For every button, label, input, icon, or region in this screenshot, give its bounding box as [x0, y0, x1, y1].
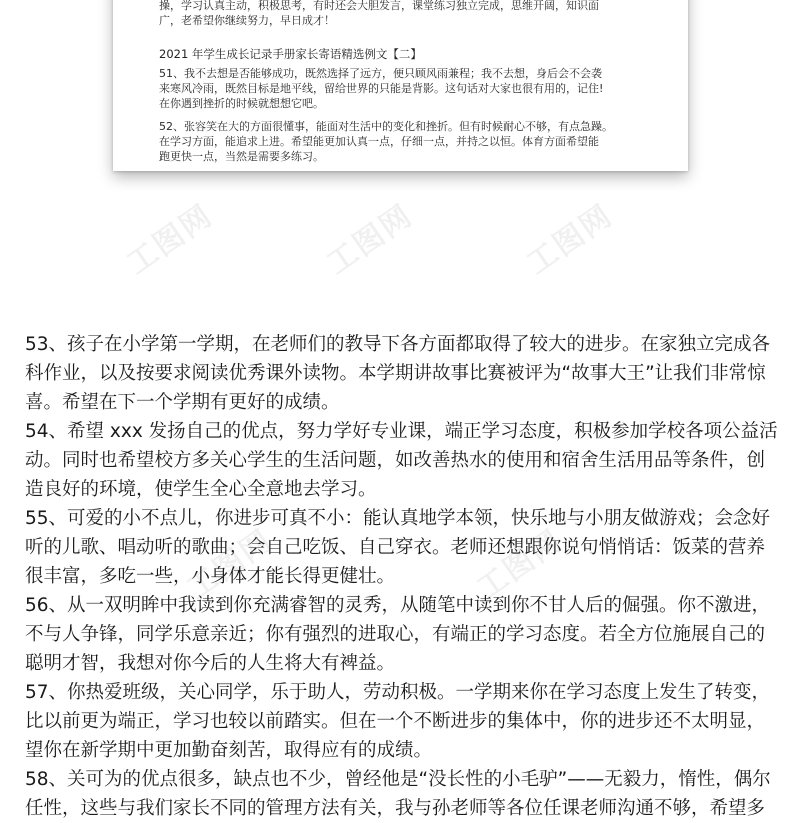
doc-entry-line: 52、张容笑在大的方面很懂事，能面对生活中的变化和挫折。但有时候耐心不够，有点急躁。 [159, 120, 613, 133]
text-line: 58、关可为的优点很多，缺点也不少，曾经他是“没长性的小毛驴”——无毅力，惰性，偶尔 [25, 769, 771, 790]
text-line: 动。同时也希望校方多关心学生的生活问题，如改善热水的使用和宿舍生活用品等条件，创 [25, 450, 766, 471]
text-line: 57、你热爱班级，关心同学，乐于助人，劳动积极。一学期来你在学习态度上发生了转变， [25, 682, 771, 703]
doc-heading: 2021 年学生成长记录手册家长寄语精选例文【二】 [159, 47, 422, 61]
text-line: 不与人争锋，同学乐意亲近；你有强烈的进取心，有端正的学习态度。若全方位施展自己的 [25, 624, 766, 645]
doc-entry-line: 51、我不去想是否能够成功，既然选择了远方，便只顾风雨兼程；我不去想，身后会不会袭 [159, 67, 602, 80]
doc-entry-line: 来寒风冷雨，既然目标是地平线，留给世界的只能是背影。这句话对大家也很有用的，记住! [159, 82, 604, 95]
doc-intro-line: 广，老希望你继续努力，早日成才！ [159, 14, 335, 27]
watermark: 工图网 [320, 198, 420, 282]
text-line: 53、孩子在小学第一学期，在老师们的教导下各方面都取得了较大的进步。在家独立完成各 [25, 334, 771, 355]
doc-entry-line: 在学习方面，能追求上进。希望能更加认真一点，仔细一点，并持之以恒。体育方面希望能 [159, 135, 599, 148]
text-line: 造良好的环境，使学生全心全意地去学习。 [25, 479, 377, 500]
text-line: 听的儿歌、唱动听的歌曲；会自己吃饭、自己穿衣。老师还想跟你说句悄悄话：饭菜的营养 [25, 537, 766, 558]
document-preview-card [113, 0, 688, 171]
text-line: 55、可爱的小不点儿，你进步可真不小：能认真地学本领，快乐地与小朋友做游戏；会念好 [25, 508, 771, 529]
watermark: 工图网 [120, 198, 220, 282]
text-line: 任性，这些与我们家长不同的管理方法有关，我与孙老师等各位任课老师沟通不够，希望多 [25, 798, 766, 819]
text-line: 喜。希望在下一个学期有更好的成绩。 [25, 392, 340, 413]
text-line: 聪明才智，我想对你今后的人生将大有裨益。 [25, 653, 396, 674]
text-line: 望你在新学期中更加勤奋刻苦，取得应有的成绩。 [25, 740, 433, 761]
doc-entry-line: 跑更快一点，当然是需要多练习。 [159, 150, 324, 163]
text-line: 56、从一双明眸中我读到你充满睿智的灵秀，从随笔中读到你不甘人后的倔强。你不激进， [25, 595, 771, 616]
watermark: 工图网 [520, 198, 620, 282]
text-line: 54、希望 xxx 发扬自己的优点，努力学好专业课，端正学习态度，积极参加学校各项公益活 [25, 421, 778, 442]
text-line: 比以前更为端正，学习也较以前踏实。但在一个不断进步的集体中，你的进步还不太明显， [25, 711, 766, 732]
text-line: 科作业，以及按要求阅读优秀课外读物。本学期讲故事比赛被评为“故事大王”让我们非常惊 [25, 363, 766, 384]
text-line: 很丰富，多吃一些，小身体才能长得更健壮。 [25, 566, 396, 587]
watermark: 工图网 [180, 523, 280, 607]
doc-entry-line: 在你遇到挫折的时候就想想它吧。 [159, 97, 324, 110]
watermark: 工图网 [470, 523, 570, 607]
doc-intro-line: 操，学习认真主动，积极思考，有时还会大胆发言，课堂练习独立完成，思维开阔，知识面 [159, 0, 599, 12]
